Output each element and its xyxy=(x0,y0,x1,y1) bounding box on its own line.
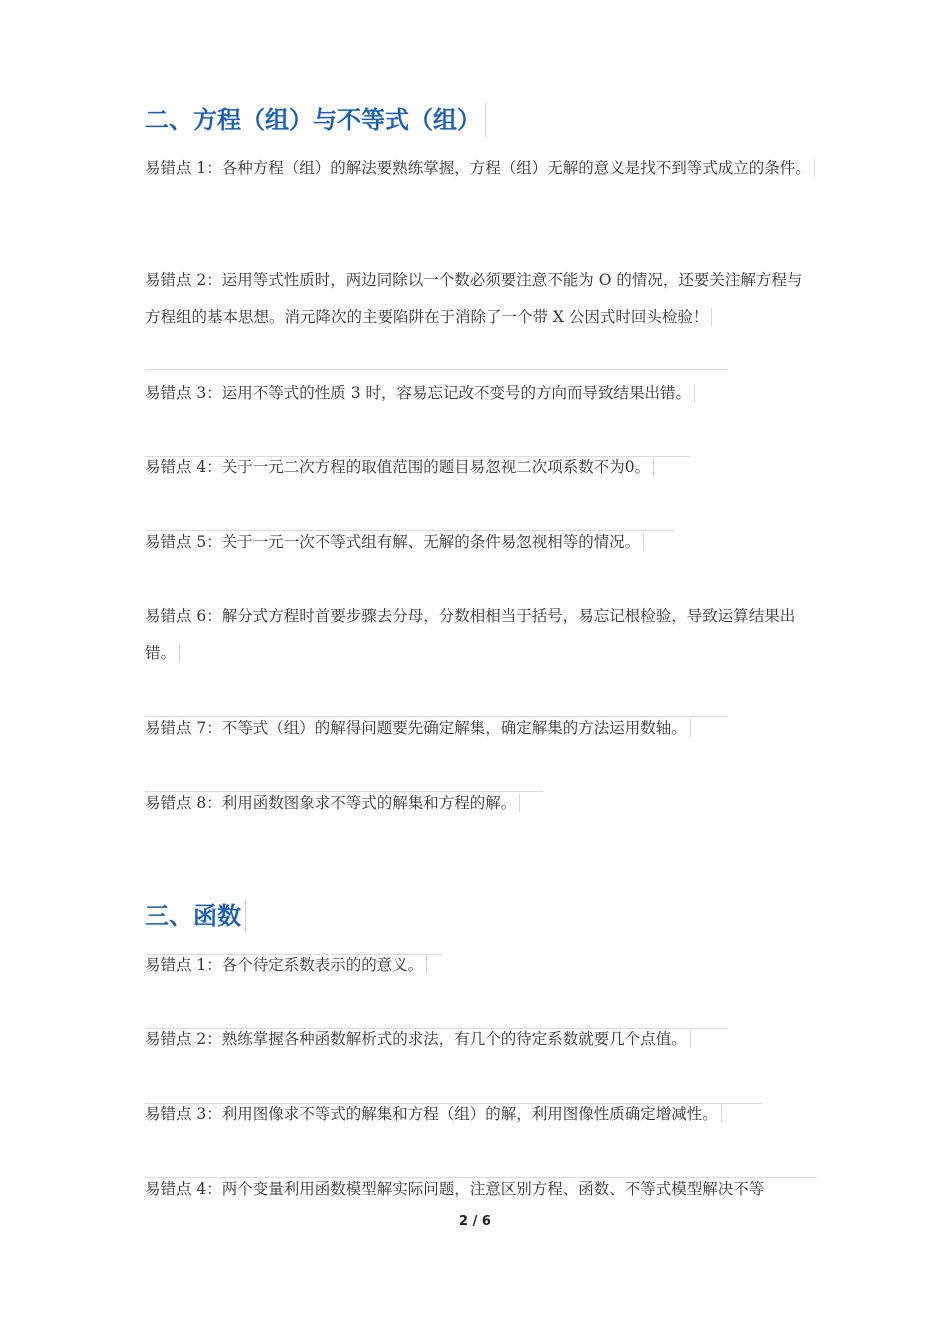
list-item: 易错点 4：两个变量利用函数模型解实际问题，注意区别方程、函数、不等式模型解决不等 xyxy=(145,1180,765,1198)
list-item: 易错点 2：运用等式性质时，两边同除以一个数必须要注意不能为 O 的情况，还要关注解方程与方程组的基本思想。消元降次的主要陷阱在于消除了一个带 X 公因式时回头检验！ xyxy=(145,271,803,326)
list-item: 易错点 1：各个待定系数表示的的意义。 xyxy=(145,947,817,984)
list-item: 易错点 1：各种方程（组）的解法要熟练掌握，方程（组）无解的意义是找不到等式成立的条件。 xyxy=(145,150,817,187)
section-heading-equations: 二、方程（组）与不等式（组） xyxy=(145,103,486,137)
list-item: 易错点 3：运用不等式的性质 3 时，容易忘记改不变号的方向而导致结果出错。 xyxy=(145,375,817,412)
list-item: 易错点 5：关于一元一次不等式组有解、无解的条件易忽视相等的情况。 xyxy=(145,524,817,561)
divider xyxy=(145,369,728,370)
list-item: 易错点 6：解分式方程时首要步骤去分母，分数相相当于括号，易忘记根检验，导致运算结果出错。 xyxy=(145,607,796,662)
list-item: 易错点 8：利用函数图象求不等式的解集和方程的解。 xyxy=(145,785,817,822)
page-number: 2 / 6 xyxy=(459,1214,491,1229)
list-item: 易错点 2：熟练掌握各种函数解析式的求法，有几个的待定系数就要几个点值。 xyxy=(145,1021,817,1058)
list-item: 易错点 4：关于一元二次方程的取值范围的题目易忽视二次项系数不为0。 xyxy=(145,449,817,486)
list-item: 易错点 3：利用图像求不等式的解集和方程（组）的解，利用图像性质确定增减性。 xyxy=(145,1096,817,1133)
list-item: 易错点 7：不等式（组）的解得问题要先确定解集，确定解集的方法运用数轴。 xyxy=(145,710,817,747)
section-heading-functions: 三、函数 xyxy=(145,899,246,933)
